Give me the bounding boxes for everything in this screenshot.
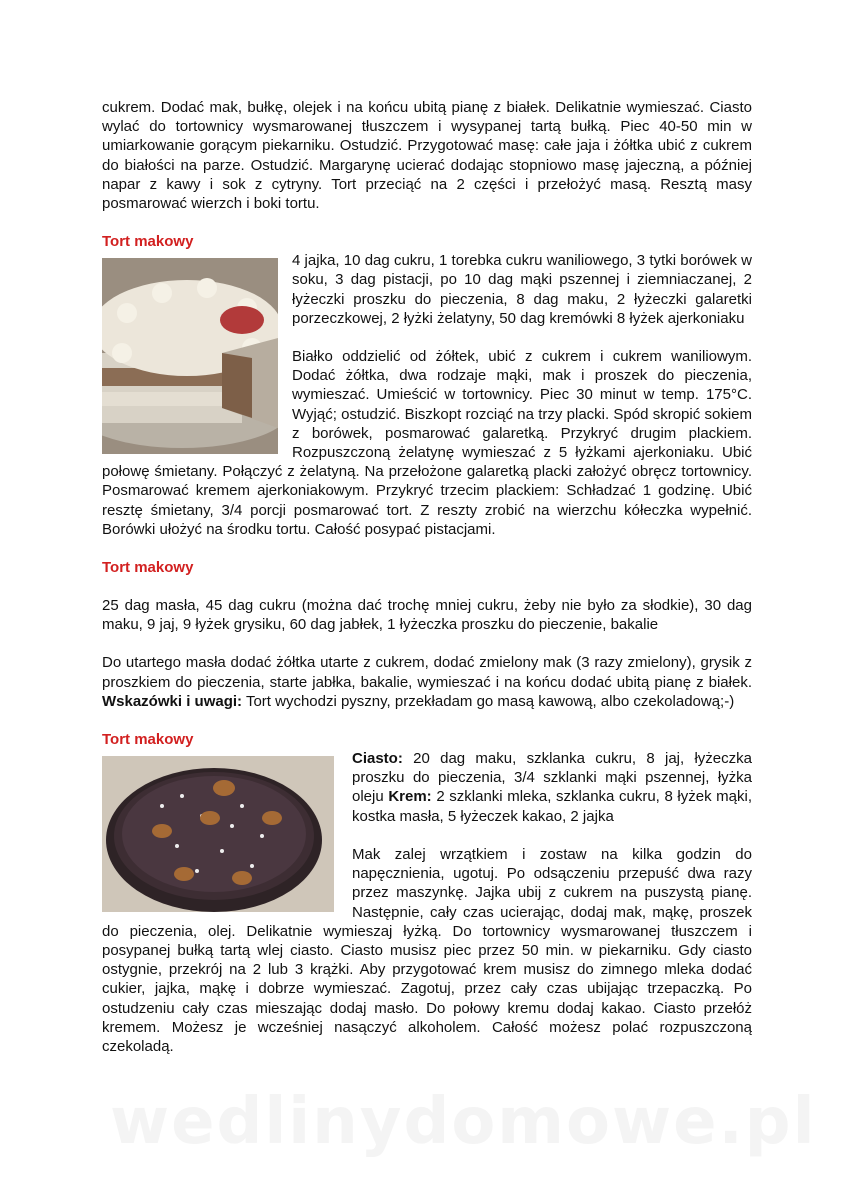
recipe2-tips-label: Wskazówki i uwagi: — [102, 692, 243, 710]
recipe2-method-block — [102, 653, 752, 711]
recipe1-method: Białko oddzielić od żółtek, ubić z cukrem i cukrem waniliowym. Dodać żółtka, dwa rodzaje mąki, mak i proszek do pieczenia, wymieszać. Umieścić w tortownicy. Piec 30 minut w temp. 175°C. Wyjąć; ostudzić. Biszkopt rozciąć na trzy placki. Spód skropić sokiem z borówek, posmarować galaretką. Przykryć drugim plackiem. Rozpuszczoną żelatynę wymieszać z 5 łyżkami ajerkoniaku. Ubić połowę śmietany. Połączyć z żelatyną. Na przełożone galaretką placki założyć obręcz tortownicy. Posmarować kremem ajerkoniakowym. Przykryć trzecim plackiem: Schładzać 1 godzinę. Ubić resztę śmietany, 3/4 porcji posmarować tort. Z reszty zrobić na wierzchu kółeczka wypełnić. Borówki ułożyć na środku tortu. Całość posypać pistacjami. — [102, 348, 752, 538]
recipe1-cake-photo — [102, 258, 278, 454]
watermark: wedlinydomowe.pl — [110, 1085, 817, 1159]
recipe3-krem-text: 2 szklanki mleka, szklanka cukru, 8 łyżek mąki, kostka masła, 5 łyżeczek kakao, 2 jajka — [352, 788, 753, 825]
recipe3-ciasto-label: Ciasto: — [352, 750, 403, 768]
recipe2-tips-text: Tort wychodzi pyszny, przekładam go masą kawową, albo czekoladową;-) — [245, 692, 735, 710]
recipe3-krem-label: Krem: — [388, 788, 432, 806]
recipe3-method: Mak zalej wrzątkiem i zostaw na kilka godzin do napęcznienia, ugotuj. Po odsączeniu przepuść dwa razy przez maszynkę. Jajka ubij z cukrem na puszystą pianę. Następnie, cały czas ucierając, dodaj mak, mąkę, proszek do pieczenia, olej. Delikatnie wymieszaj łyżką. Do tortownicy wysmarowanej tłuszczem i posypanej bułką tartą wlej ciasto. Ciasto musisz piec przez 50 min. w piekarniku. Gdy ciasto ostygnie, przekrój na 2 lub 3 krążki. Aby przygotować krem musisz do zimnego mleka dodać cukier, jajka, mąkę i dobrze wymieszać. Zagotuj, przez cały czas ubijając trzepaczką. Po ostudzeniu cały czas mieszając dodaj masło. Do połowy kremu dodaj kakao. Ciasto przełóż kremem. Możesz je wcześniej nasączyć alkoholem. Całość możesz polać rozpuszczoną czekoladą. — [102, 845, 752, 1055]
recipe3-cake-photo — [102, 756, 334, 912]
recipe3-ciasto-text: 20 dag maku, szklanka cukru, 8 jaj, łyżeczka proszku do pieczenia, 3/4 szklanki mąki pszennej, łyżka oleju — [352, 750, 752, 806]
recipe1-ingredients: 4 jajka, 10 dag cukru, 1 torebka cukru waniliowego, 3 tytki borówek w soku, 3 dag pistacji, po 10 dag mąki pszennej i ziemniaczanej, 2 łyżeczki proszku do pieczenia, 8 dag maku, 2 łyżeczki galaretki porzeczkowej, 2 łyżki żelatyny, 50 dag kremówki 8 łyżek ajerkoniaku — [292, 252, 752, 327]
recipe2-method: Do utartego masła dodać żółtka utarte z cukrem, dodać zmielony mak (3 razy zmielony), grysik z proszkiem do pieczenia, starte jabłka, bakalie, wymieszać i na końcu dodać ubitą pianę z białek. — [102, 654, 752, 691]
cake-photo-image — [102, 258, 278, 454]
recipe1-title: Tort makowy — [102, 233, 194, 251]
recipe2-ingredients: 25 dag masła, 45 dag cukru (można dać trochę mniej cukru, żeby nie było za słodkie), 30 dag maku, 9 jaj, 9 łyżek grysiku, 60 dag jabłek, 1 łyżeczka proszku do pieczenie, bakalie — [102, 597, 752, 634]
intro-paragraph: cukrem. Dodać mak, bułkę, olejek i na końcu ubitą pianę z białek. Delikatnie wymieszać. Ciasto wylać do tortownicy wysmarowanej tłuszczem i wysypanej tartą bułką. Piec 40-50 min w umiarkowanie gorącym piekarniku. Ostudzić. Przygotować masę: całe jaja i żółtka ubić z cukrem do białości na parze. Ostudzić. Margarynę ucierać dodając stopniowo masę jajeczną, a później napar z kawy i sok z cytryny. Tort przeciąć na 2 części i przełożyć masą. Resztą masy posmarować wierzch i boki tortu. — [102, 99, 752, 213]
recipe2-title: Tort makowy — [102, 559, 194, 577]
recipe3-title: Tort makowy — [102, 731, 194, 749]
poppy-cake-photo-image — [102, 756, 334, 912]
document-page — [102, 98, 752, 1056]
